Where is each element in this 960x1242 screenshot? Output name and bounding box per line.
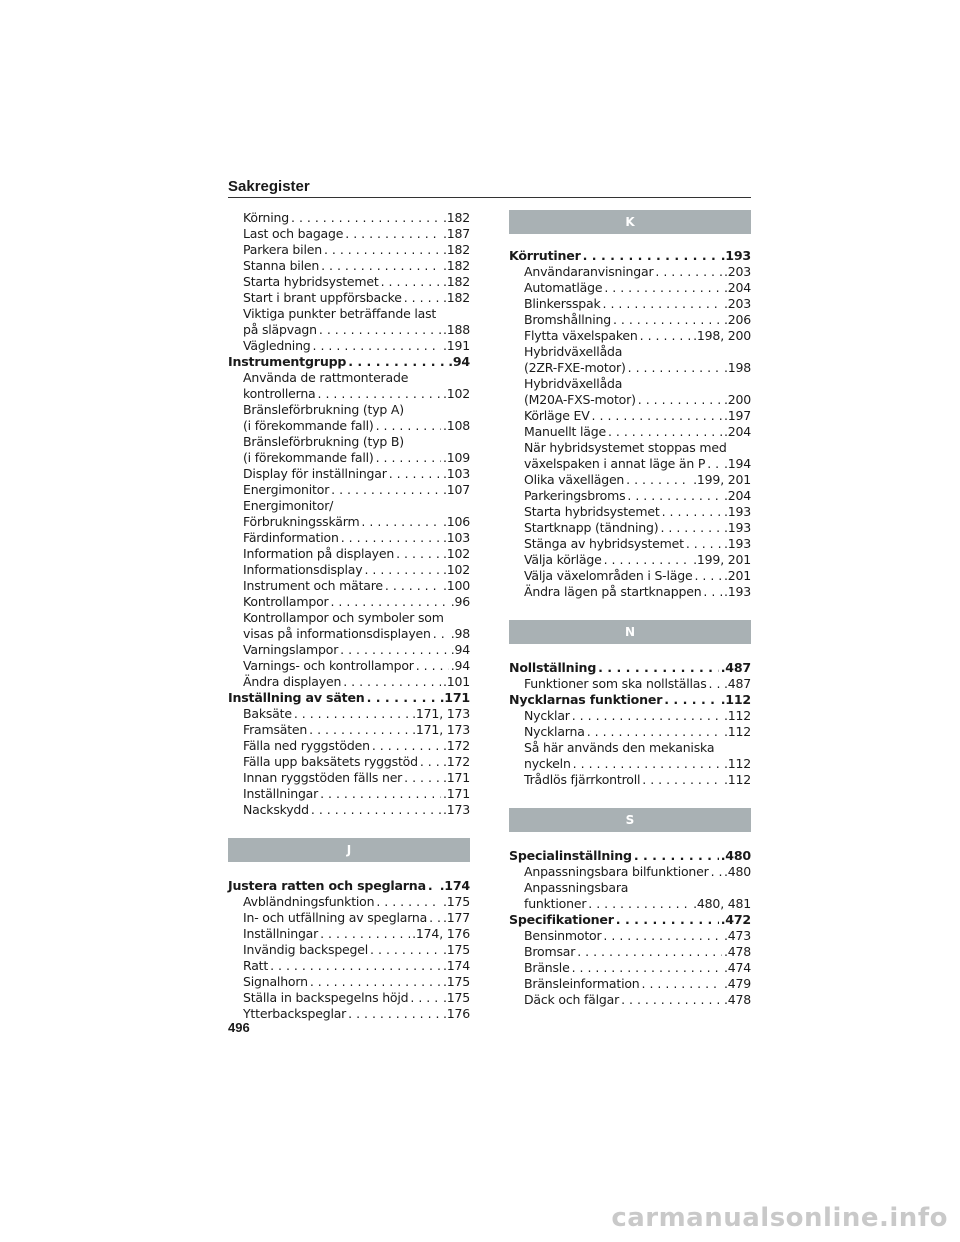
index-entry-line: Bränsleförbrukning (typ B) [243, 434, 404, 449]
index-entry: Innan ryggstöden fälls ner . . . .171 [228, 770, 470, 786]
index-entry: Startknapp (tändning) . . . .193 [509, 520, 751, 536]
index-entry: Inställningar . . . .174, 176 [228, 926, 470, 942]
index-entry: växelspaken i annat läge än P . . . .194 [509, 456, 751, 472]
index-entry-line: När hybridsystemet stoppas med [524, 440, 727, 455]
index-main-entry: Nycklarnas funktioner . . . .112 [509, 692, 751, 708]
index-entry-line: Kontrollampor och symboler som [243, 610, 444, 625]
index-entry: Manuellt läge . . . .204 [509, 424, 751, 440]
index-entry: Körläge EV . . . .197 [509, 408, 751, 424]
index-entry-line: Hybridväxellåda [524, 376, 623, 391]
index-main-entry: Specialinställning . . . .480 [509, 848, 751, 864]
index-entry: Parkeringsbroms . . . .204 [509, 488, 751, 504]
index-entry: Kontrollampor . . . .96 [228, 594, 470, 610]
index-main-entry: Specifikationer . . . .472 [509, 912, 751, 928]
index-entry: Last och bagage . . . .187 [228, 226, 470, 242]
index-entry: Nycklar . . . .112 [509, 708, 751, 724]
index-entry: kontrollerna . . . .102 [228, 386, 470, 402]
index-entry: Bromshållning . . . .206 [509, 312, 751, 328]
index-entry-line: Viktiga punkter beträffande last [243, 306, 437, 321]
index-entry: (i förekommande fall) . . . .108 [228, 418, 470, 434]
index-column-left [228, 210, 470, 1022]
index-entry: Starta hybridsystemet . . . .182 [228, 274, 470, 290]
index-entry-line: Energimonitor/ [243, 498, 334, 513]
section-header-n: N [509, 620, 751, 644]
section-header-s: S [509, 808, 751, 832]
index-entry: Framsäten . . . .171, 173 [228, 722, 470, 738]
index-entry: Signalhorn . . . .175 [228, 974, 470, 990]
index-entry: Baksäte . . . .171, 173 [228, 706, 470, 722]
index-entry: Stanna bilen . . . .182 [228, 258, 470, 274]
section-header-k: K [509, 210, 751, 234]
watermark: carmanualsonline.info [611, 1203, 948, 1233]
index-entry: Avbländningsfunktion . . . .175 [228, 894, 470, 910]
index-entry: nyckeln . . . .112 [509, 756, 751, 772]
index-entry: Välja växelområden i S-läge . . . .201 [509, 568, 751, 584]
index-entry: Bränsleinformation . . . .479 [509, 976, 751, 992]
index-entry: Ställa in backspegelns höjd . . . .175 [228, 990, 470, 1006]
index-entry: Välja körläge . . . .199, 201 [509, 552, 751, 568]
index-entry: In- och utfällning av speglarna . . . .177 [228, 910, 470, 926]
index-entry: Informationsdisplay . . . .102 [228, 562, 470, 578]
index-entry: Nackskydd . . . .173 [228, 802, 470, 818]
index-entry: Förbrukningsskärm . . . .106 [228, 514, 470, 530]
index-entry: (i förekommande fall) . . . .109 [228, 450, 470, 466]
index-entry: Bränsle . . . .474 [509, 960, 751, 976]
index-entry: Starta hybridsystemet . . . .193 [509, 504, 751, 520]
index-entry: Ändra displayen . . . .101 [228, 674, 470, 690]
index-entry: på släpvagn . . . .188 [228, 322, 470, 338]
index-entry: funktioner . . . .480, 481 [509, 896, 751, 912]
index-main-entry: Justera ratten och speglarna . . . .174 [228, 878, 470, 894]
index-entry: Start i brant uppförsbacke . . . .182 [228, 290, 470, 306]
section-header-j: J [228, 838, 470, 862]
index-entry: Funktioner som ska nollställas . . . .487 [509, 676, 751, 692]
index-entry-line: Bränsleförbrukning (typ A) [243, 402, 404, 417]
index-entry-line: Använda de rattmonterade [243, 370, 409, 385]
index-entry: Nycklarna . . . .112 [509, 724, 751, 740]
index-entry: Däck och fälgar . . . .478 [509, 992, 751, 1008]
index-entry: Automatläge . . . .204 [509, 280, 751, 296]
index-column-right [509, 210, 751, 1008]
index-entry: Ändra lägen på startknappen . . . .193 [509, 584, 751, 600]
index-main-entry: Körrutiner . . . .193 [509, 248, 751, 264]
index-entry: (2ZR-FXE-motor) . . . .198 [509, 360, 751, 376]
index-entry: Färdinformation . . . .103 [228, 530, 470, 546]
index-entry: Stänga av hybridsystemet . . . .193 [509, 536, 751, 552]
index-entry: Varningslampor . . . .94 [228, 642, 470, 658]
index-entry: Inställningar . . . .171 [228, 786, 470, 802]
index-entry: Flytta växelspaken . . . .198, 200 [509, 328, 751, 344]
index-entry: Anpassningsbara bilfunktioner . . . .480 [509, 864, 751, 880]
page-header [228, 178, 751, 198]
index-entry: Trådlös fjärrkontroll . . . .112 [509, 772, 751, 788]
index-entry: Fälla ned ryggstöden . . . .172 [228, 738, 470, 754]
index-entry-line: Anpassningsbara [524, 880, 629, 895]
index-entry: visas på informationsdisplayen . . . .98 [228, 626, 470, 642]
index-entry: Olika växellägen . . . .199, 201 [509, 472, 751, 488]
index-entry: Användaranvisningar . . . .203 [509, 264, 751, 280]
index-entry: Information på displayen . . . .102 [228, 546, 470, 562]
index-main-entry: Nollställning . . . .487 [509, 660, 751, 676]
index-entry: Parkera bilen . . . .182 [228, 242, 470, 258]
index-entry-line: Så här används den mekaniska [524, 740, 715, 755]
index-entry-line: Hybridväxellåda [524, 344, 623, 359]
index-entry: Vägledning . . . .191 [228, 338, 470, 354]
index-entry: Blinkersspak . . . .203 [509, 296, 751, 312]
index-entry: Energimonitor . . . .107 [228, 482, 470, 498]
index-entry: Display för inställningar . . . .103 [228, 466, 470, 482]
index-entry: Instrument och mätare . . . .100 [228, 578, 470, 594]
index-entry: Bensinmotor . . . .473 [509, 928, 751, 944]
index-main-entry: Instrumentgrupp . . . .94 [228, 354, 470, 370]
page-number: 496 [228, 1020, 250, 1035]
index-entry: Invändig backspegel . . . .175 [228, 942, 470, 958]
index-entry: Ytterbackspeglar . . . .176 [228, 1006, 470, 1022]
index-entry: Körning . . . .182 [228, 210, 470, 226]
index-entry: Fälla upp baksätets ryggstöd . . . .172 [228, 754, 470, 770]
index-entry: Ratt . . . .174 [228, 958, 470, 974]
page-header-title: Sakregister [228, 178, 310, 195]
index-entry: Bromsar . . . .478 [509, 944, 751, 960]
index-entry: (M20A-FXS-motor) . . . .200 [509, 392, 751, 408]
index-entry: Varnings- och kontrollampor . . . .94 [228, 658, 470, 674]
index-main-entry: Inställning av säten . . . .171 [228, 690, 470, 706]
